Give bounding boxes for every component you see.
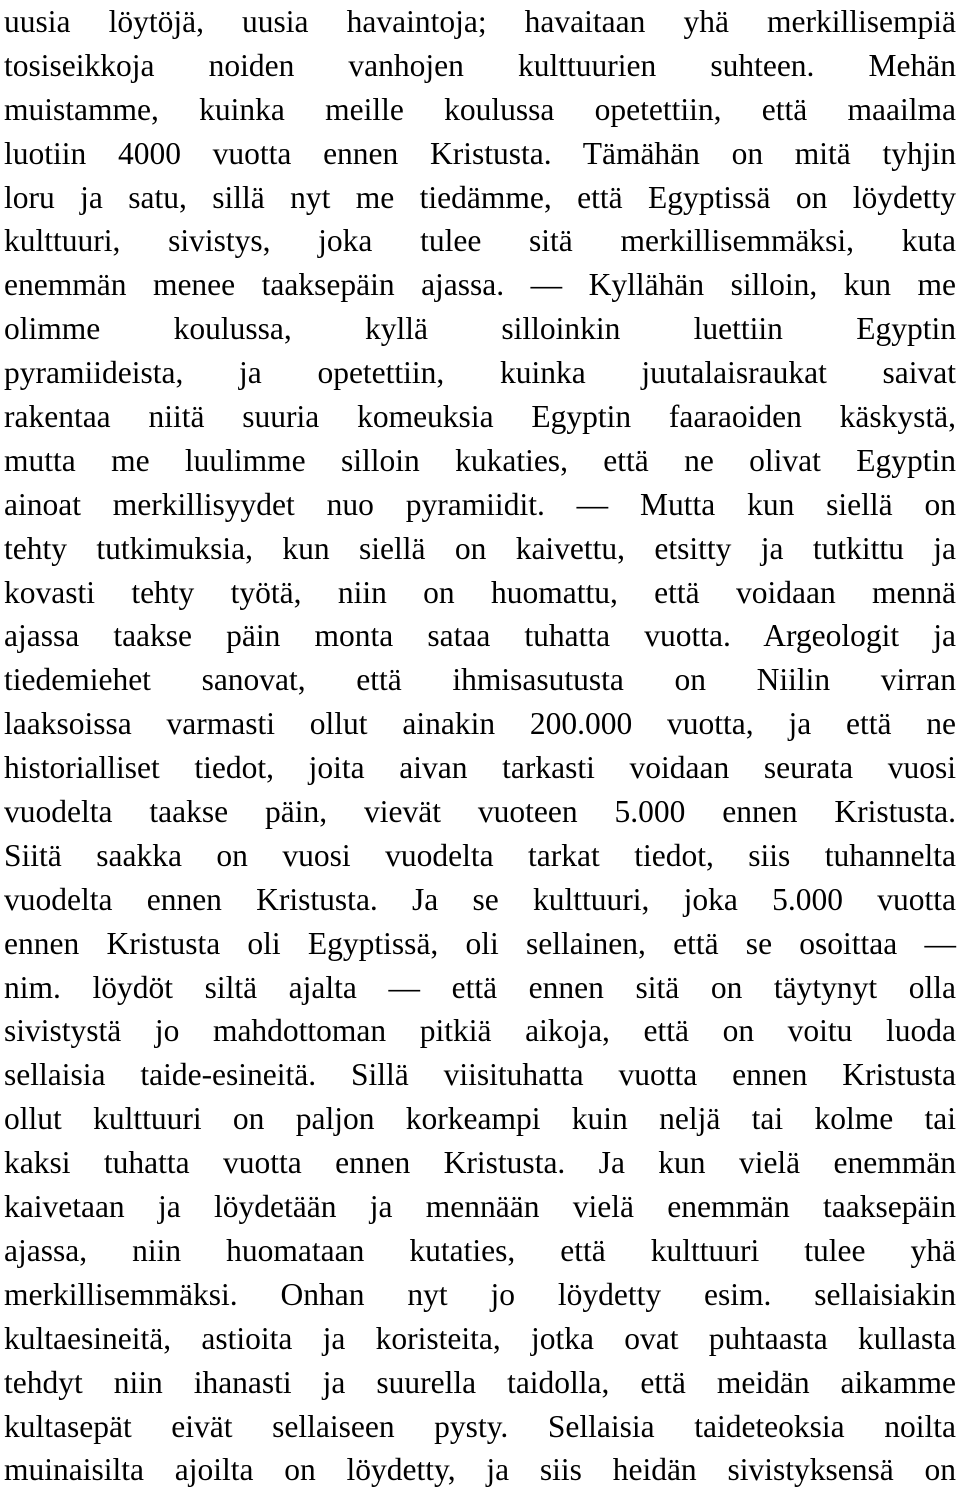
- text-line: ainoat merkillisyydet nuo pyramiidit. — Mutta kun siellä on: [4, 486, 956, 522]
- text-line: merkillisemmäksi. Onhan nyt jo löydetty esim. sellaisiakin: [4, 1276, 956, 1312]
- text-line: tehdyt niin ihanasti ja suurella taidolla, että meidän aikamme: [4, 1364, 956, 1400]
- text-line: ajassa, niin huomataan kutaties, että kulttuuri tulee yhä: [4, 1232, 956, 1268]
- text-line: pyramiideista, ja opetettiin, kuinka juutalaisraukat saivat: [4, 355, 956, 391]
- text-line: kulttuuri, sivistys, joka tulee sitä merkillisemmäksi, kuta: [4, 223, 956, 259]
- text-line: sellaisia taide-esineitä. Sillä viisituhatta vuotta ennen Kristusta: [4, 1057, 956, 1093]
- text-line: luotiin 4000 vuotta ennen Kristusta. Tämähän on mitä tyhjin: [4, 135, 956, 171]
- text-line: tehty tutkimuksia, kun siellä on kaivettu, etsitty ja tutkittu ja: [4, 530, 956, 566]
- text-line: Siitä saakka on vuosi vuodelta tarkat tiedot, siis tuhannelta: [4, 837, 956, 873]
- text-line: uusia löytöjä, uusia havaintoja; havaitaan yhä merkillisempiä: [4, 4, 956, 39]
- text-line: mutta me luulimme silloin kukaties, että ne olivat Egyptin: [4, 442, 956, 478]
- text-line: sivistystä jo mahdottoman pitkiä aikoja, että on voitu luoda: [4, 1013, 956, 1049]
- text-line: nim. löydöt siltä ajalta — että ennen sitä on täytynyt olla: [4, 969, 956, 1005]
- text-line: kultaesineitä, astioita ja koristeita, jotka ovat puhtaasta kullasta: [4, 1320, 956, 1356]
- text-line: historialliset tiedot, joita aivan tarkasti voidaan seurata vuosi: [4, 750, 956, 786]
- text-line: muistamme, kuinka meille koulussa opetettiin, että maailma: [4, 91, 956, 127]
- text-line: ennen Kristusta oli Egyptissä, oli sellainen, että se osoittaa —: [4, 925, 956, 961]
- text-line: kultasepät eivät sellaiseen pysty. Sellaisia taideteoksia noilta: [4, 1408, 956, 1444]
- text-line: loru ja satu, sillä nyt me tiedämme, että Egyptissä on löydetty: [4, 179, 956, 215]
- text-line: vuodelta taakse päin, vievät vuoteen 5.000 ennen Kristusta.: [4, 794, 956, 830]
- text-line: muinaisilta ajoilta on löydetty, ja siis heidän sivistyksensä on: [4, 1452, 956, 1488]
- text-line: olimme koulussa, kyllä silloinkin luettiin Egyptin: [4, 311, 956, 347]
- text-line: ajassa taakse päin monta sataa tuhatta vuotta. Argeologit ja: [4, 618, 956, 654]
- text-line: enemmän menee taaksepäin ajassa. — Kyllähän silloin, kun me: [4, 267, 956, 303]
- text-line: tiedemiehet sanovat, että ihmisasutusta on Niilin virran: [4, 662, 956, 698]
- text-line: tosiseikkoja noiden vanhojen kulttuurien suhteen. Mehän: [4, 47, 956, 83]
- text-line: kovasti tehty työtä, niin on huomattu, että voidaan mennä: [4, 574, 956, 610]
- text-line: vuodelta ennen Kristusta. Ja se kulttuuri, joka 5.000 vuotta: [4, 881, 956, 917]
- text-line: rakentaa niitä suuria komeuksia Egyptin faaraoiden käskystä,: [4, 399, 956, 435]
- text-line: ollut kulttuuri on paljon korkeampi kuin neljä tai kolme tai: [4, 1101, 956, 1137]
- document-page: [4, 0, 956, 1492]
- text-line: laaksoissa varmasti ollut ainakin 200.000 vuotta, ja että ne: [4, 706, 956, 742]
- text-line: kaivetaan ja löydetään ja mennään vielä enemmän taaksepäin: [4, 1189, 956, 1225]
- text-line: kaksi tuhatta vuotta ennen Kristusta. Ja kun vielä enemmän: [4, 1145, 956, 1181]
